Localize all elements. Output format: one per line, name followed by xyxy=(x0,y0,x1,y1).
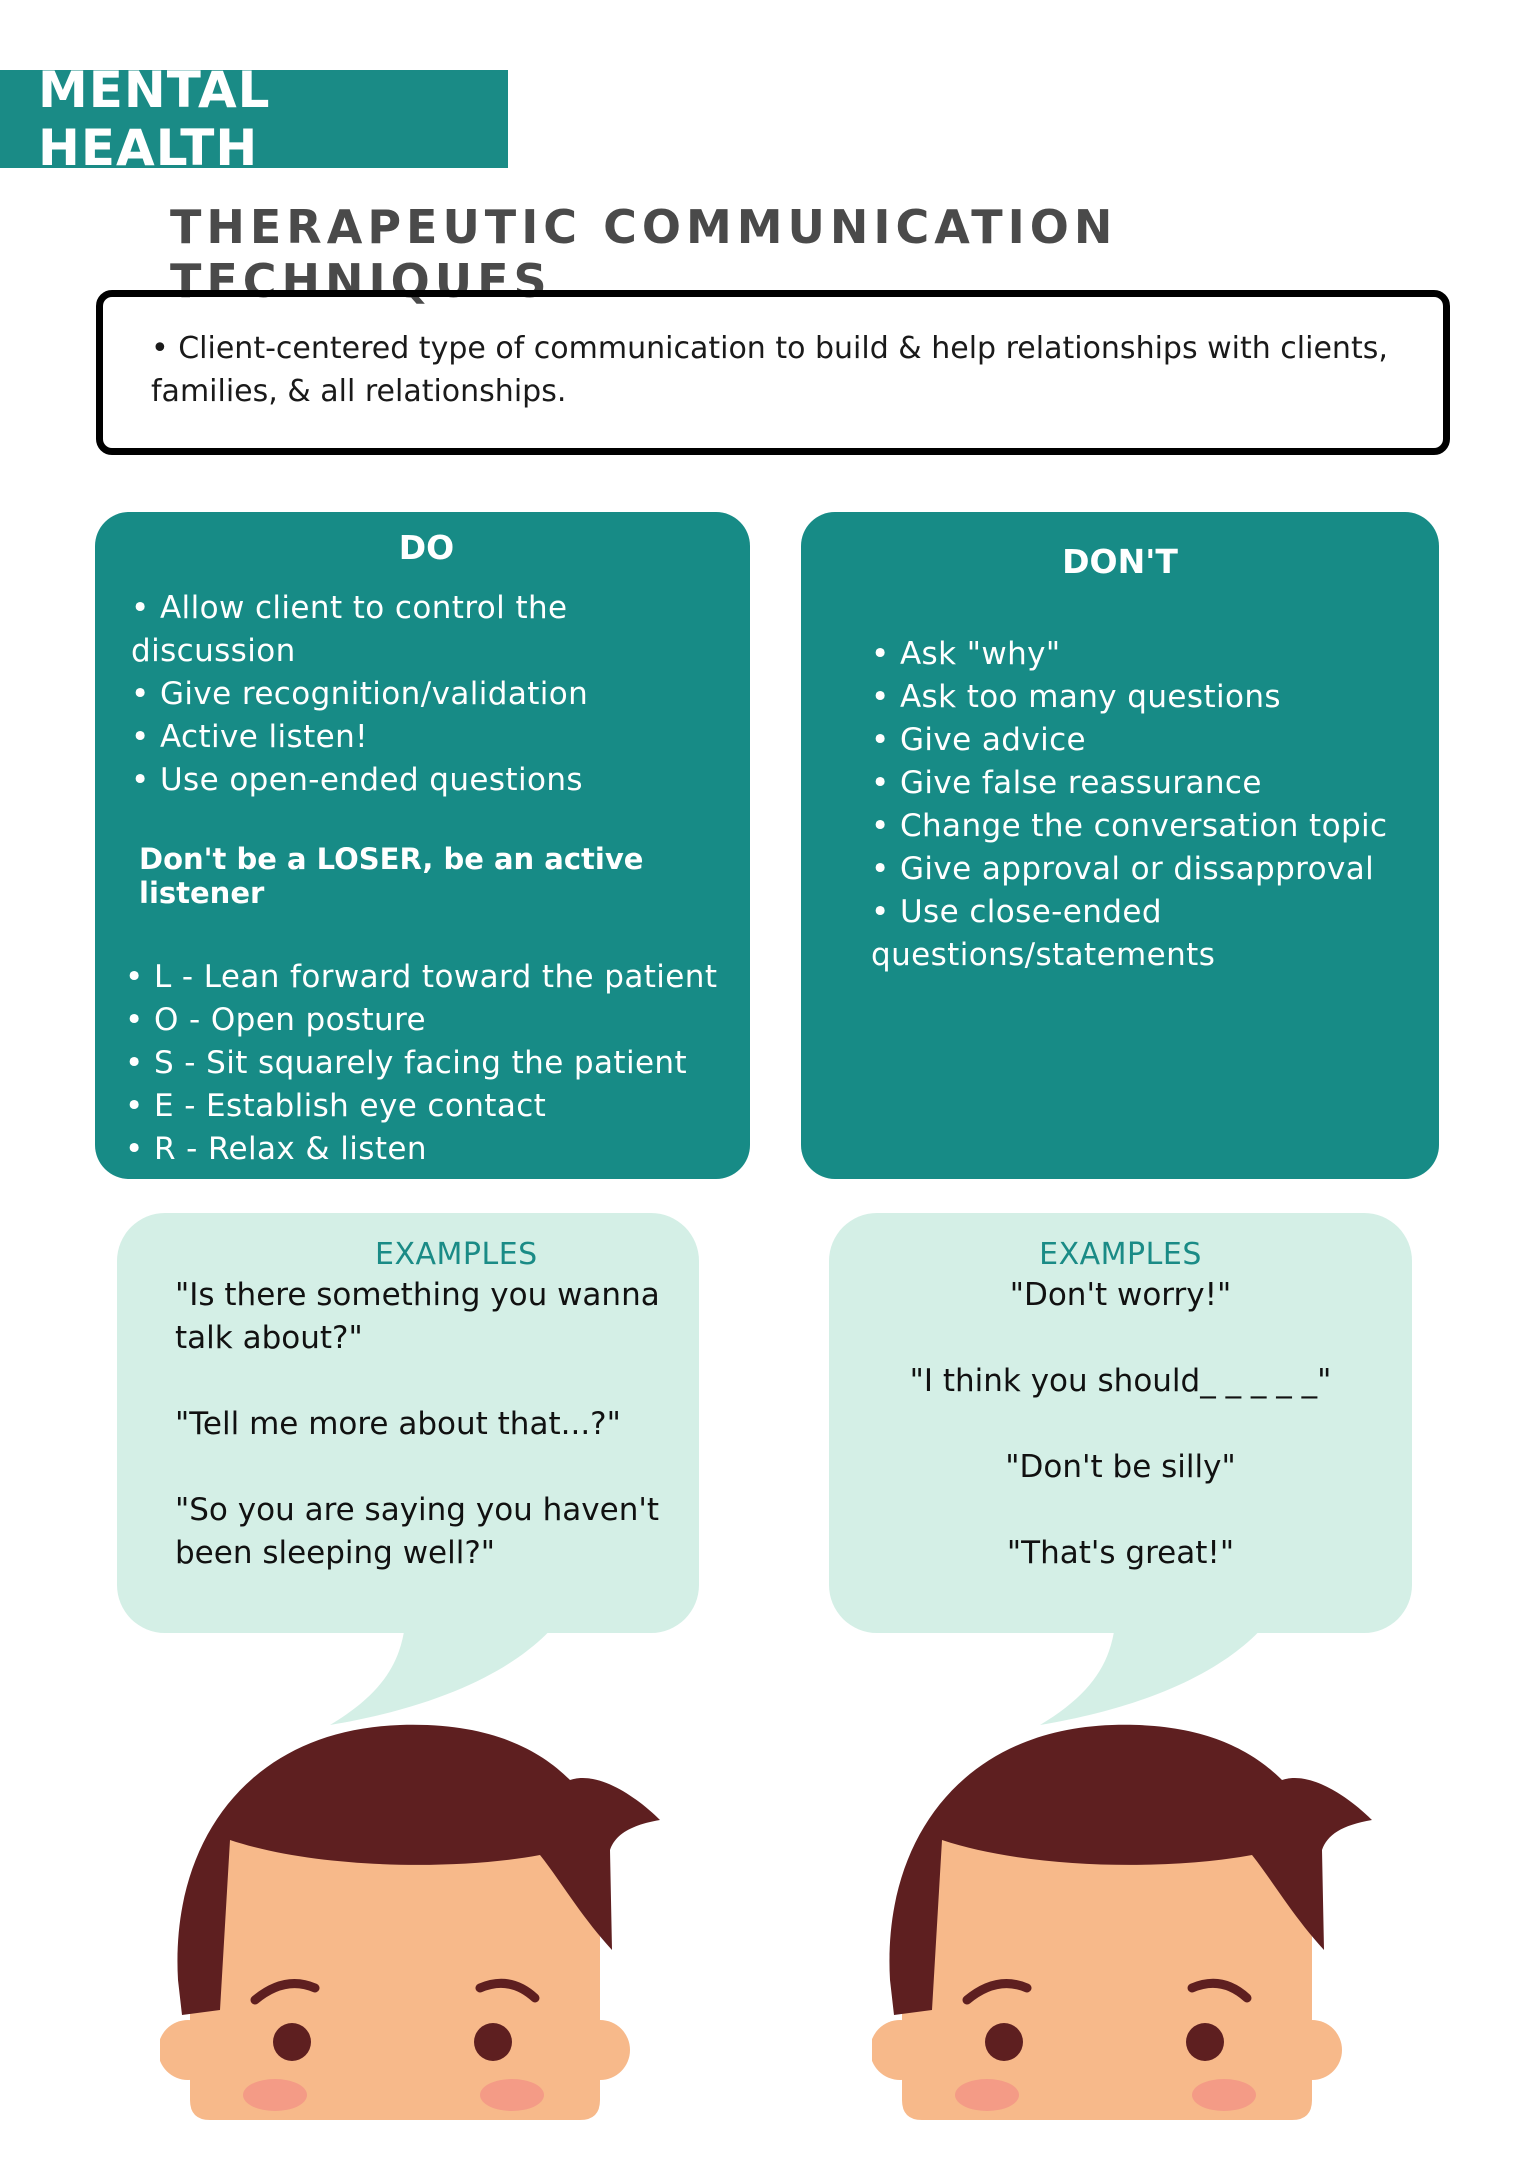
dont-panel xyxy=(801,512,1439,1179)
page-title: THERAPEUTIC COMMUNICATION TECHNIQUES xyxy=(170,200,1118,308)
do-item: • Use open-ended questions xyxy=(131,759,730,802)
do-title: DO xyxy=(398,528,455,567)
dont-example-line: "I think you should_ _ _ _ _" xyxy=(909,1363,1332,1399)
do-example-line: "So you are saying you haven't been sleeping well?" xyxy=(175,1492,660,1571)
section-tag: MENTAL HEALTH xyxy=(0,70,508,168)
dont-examples-bubble xyxy=(829,1213,1412,1633)
speech-bubble-tail-icon xyxy=(320,1625,580,1725)
intro-box xyxy=(96,290,1450,455)
speech-bubble-tail-icon xyxy=(1030,1625,1290,1725)
do-item: • Allow client to control the discussion xyxy=(131,587,730,673)
dont-example-line: "Don't worry!" xyxy=(1009,1277,1232,1313)
dont-item: • Give approval or dissapproval xyxy=(871,848,1419,891)
do-examples-label: EXAMPLES xyxy=(375,1237,538,1272)
loser-item: • L - Lean forward toward the patient xyxy=(125,956,730,999)
dont-item: • Ask too many questions xyxy=(871,676,1419,719)
loser-list xyxy=(125,956,730,1171)
boy-face-icon xyxy=(872,1720,1372,2159)
loser-item: • O - Open posture xyxy=(125,999,730,1042)
do-item: • Active listen! xyxy=(131,716,730,759)
do-examples-bubble xyxy=(117,1213,699,1633)
dont-list xyxy=(871,633,1419,977)
dont-item: • Give advice xyxy=(871,719,1419,762)
dont-example-line: "That's great!" xyxy=(1006,1535,1235,1571)
dont-example-line: "Don't be silly" xyxy=(1005,1449,1236,1485)
do-example-line: "Tell me more about that...?" xyxy=(175,1406,621,1442)
dont-item: • Use close-ended questions/statements xyxy=(871,891,1341,977)
dont-item: • Ask "why" xyxy=(871,633,1419,676)
loser-heading: Don't be a LOSER, be an active listener xyxy=(139,842,644,910)
loser-item: • E - Establish eye contact xyxy=(125,1085,730,1128)
loser-item: • R - Relax & listen xyxy=(125,1128,730,1171)
do-panel xyxy=(95,512,750,1179)
do-list xyxy=(131,587,730,802)
loser-item: • S - Sit squarely facing the patient xyxy=(125,1042,730,1085)
dont-title: DON'T xyxy=(1062,542,1178,581)
do-item: • Give recognition/validation xyxy=(131,673,730,716)
dont-item: • Change the conversation topic xyxy=(871,805,1419,848)
intro-text: • Client-centered type of communication to build & help relationships with clients, families, & all relationships. xyxy=(151,331,1388,409)
boy-face-icon xyxy=(160,1720,660,2159)
do-example-line: "Is there something you wanna talk about?" xyxy=(175,1277,660,1356)
dont-item: • Give false reassurance xyxy=(871,762,1419,805)
dont-examples-label: EXAMPLES xyxy=(1039,1237,1202,1272)
